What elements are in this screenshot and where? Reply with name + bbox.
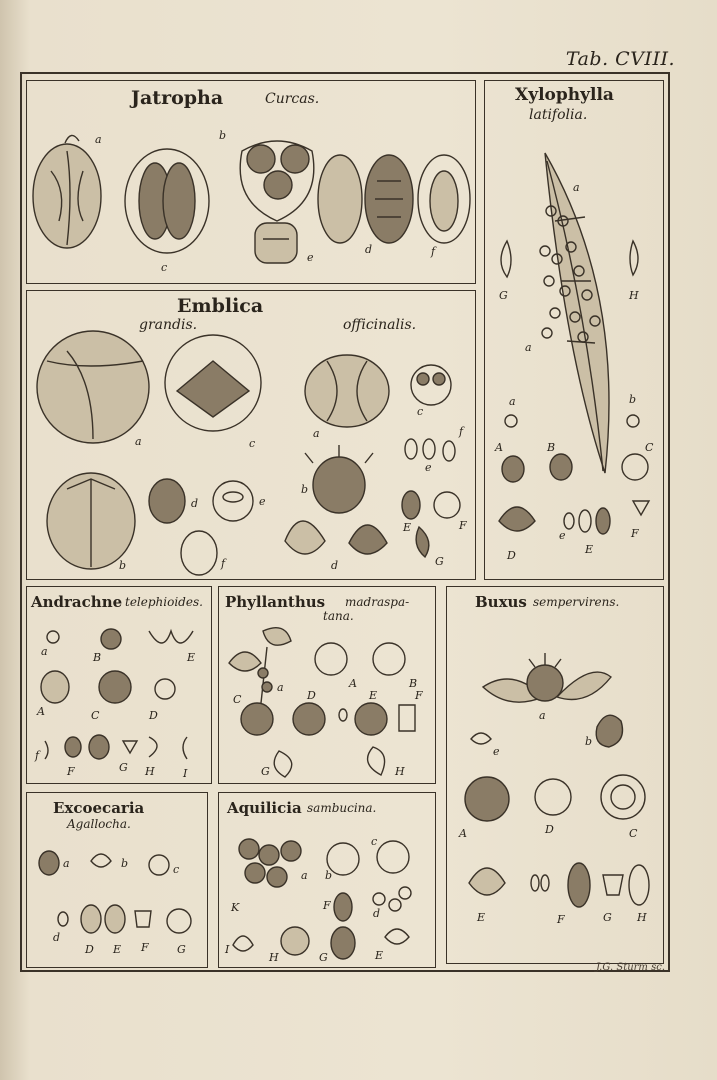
svg-text:I: I bbox=[225, 943, 230, 956]
svg-text:F: F bbox=[459, 519, 467, 532]
svg-text:a: a bbox=[509, 395, 516, 408]
svg-text:A: A bbox=[459, 827, 467, 840]
svg-text:E: E bbox=[585, 543, 594, 556]
svg-text:F: F bbox=[141, 941, 149, 954]
svg-text:b: b bbox=[301, 483, 309, 496]
svg-text:a: a bbox=[63, 857, 70, 870]
svg-text:D: D bbox=[85, 943, 94, 956]
svg-text:b: b bbox=[119, 559, 127, 572]
svg-text:b: b bbox=[629, 393, 637, 406]
svg-text:G: G bbox=[499, 289, 508, 302]
panel-andrachne bbox=[26, 586, 212, 784]
svg-text:D: D bbox=[149, 709, 158, 722]
svg-text:A: A bbox=[37, 705, 45, 718]
phyllanthus-species-b: tana. bbox=[323, 609, 354, 623]
jatropha-species: Curcas. bbox=[265, 91, 320, 107]
andrachne-species: telephioides. bbox=[125, 595, 203, 609]
svg-text:d: d bbox=[365, 243, 373, 256]
svg-text:b: b bbox=[121, 857, 129, 870]
emblica-genus: Emblica bbox=[177, 295, 264, 317]
svg-text:F: F bbox=[67, 765, 75, 778]
excoecaria-species: Agallocha. bbox=[67, 817, 131, 831]
emblica-species-officinalis: officinalis. bbox=[343, 317, 417, 333]
svg-text:a: a bbox=[301, 869, 308, 882]
svg-text:e: e bbox=[425, 461, 432, 474]
svg-text:C: C bbox=[645, 441, 654, 454]
svg-text:b: b bbox=[219, 129, 227, 142]
svg-text:e: e bbox=[559, 529, 566, 542]
phyllanthus-genus: Phyllanthus bbox=[225, 593, 326, 611]
svg-text:F: F bbox=[557, 913, 565, 926]
svg-text:B: B bbox=[547, 441, 556, 454]
phyllanthus-illustration bbox=[219, 587, 433, 781]
svg-text:a: a bbox=[573, 181, 580, 194]
svg-text:d: d bbox=[191, 497, 199, 510]
svg-text:A: A bbox=[349, 677, 357, 690]
svg-text:a: a bbox=[95, 133, 102, 146]
svg-text:C: C bbox=[629, 827, 638, 840]
emblica-species-grandis: grandis. bbox=[139, 317, 198, 333]
svg-text:f: f bbox=[459, 425, 464, 438]
svg-text:b: b bbox=[325, 869, 333, 882]
svg-text:f: f bbox=[35, 749, 40, 762]
svg-text:d: d bbox=[331, 559, 339, 572]
svg-text:c: c bbox=[371, 835, 378, 848]
svg-text:e: e bbox=[493, 745, 500, 758]
andrachne-genus: Andrachne bbox=[31, 593, 123, 611]
svg-text:E: E bbox=[113, 943, 122, 956]
plate-frame bbox=[20, 72, 670, 972]
excoecaria-genus: Excoecaria bbox=[53, 799, 145, 817]
buxus-illustration bbox=[447, 587, 661, 961]
svg-text:B: B bbox=[93, 651, 102, 664]
xylophylla-genus: Xylophylla bbox=[515, 85, 614, 105]
svg-text:D: D bbox=[307, 689, 316, 702]
svg-text:G: G bbox=[119, 761, 128, 774]
svg-text:a: a bbox=[313, 427, 320, 440]
aquilicia-species: sambucina. bbox=[307, 801, 377, 815]
svg-text:D: D bbox=[507, 549, 516, 562]
panel-jatropha bbox=[26, 80, 476, 284]
svg-text:F: F bbox=[415, 689, 423, 702]
svg-text:e: e bbox=[307, 251, 314, 264]
svg-text:E: E bbox=[375, 949, 384, 962]
jatropha-genus: Jatropha bbox=[131, 87, 224, 109]
svg-text:H: H bbox=[395, 765, 405, 778]
panel-aquilicia bbox=[218, 792, 436, 968]
excoecaria-illustration bbox=[27, 793, 205, 965]
svg-text:F: F bbox=[631, 527, 639, 540]
engraver-signature: J.G. Sturm sc. bbox=[595, 962, 665, 973]
svg-text:f: f bbox=[221, 557, 226, 570]
svg-text:C: C bbox=[91, 709, 100, 722]
svg-text:c: c bbox=[249, 437, 256, 450]
jatropha-illustration bbox=[27, 81, 473, 281]
svg-text:K: K bbox=[231, 901, 240, 914]
svg-text:C: C bbox=[233, 693, 242, 706]
xylophylla-illustration bbox=[485, 81, 661, 577]
svg-text:c: c bbox=[161, 261, 168, 274]
buxus-species: sempervirens. bbox=[533, 595, 620, 609]
panel-buxus bbox=[446, 586, 664, 964]
svg-text:a: a bbox=[41, 645, 48, 658]
svg-text:E: E bbox=[369, 689, 378, 702]
panel-xylophylla bbox=[484, 80, 664, 580]
svg-text:E: E bbox=[403, 521, 412, 534]
svg-text:E: E bbox=[187, 651, 196, 664]
buxus-genus: Buxus bbox=[475, 593, 527, 611]
svg-text:A: A bbox=[495, 441, 503, 454]
svg-text:F: F bbox=[323, 899, 331, 912]
svg-text:f: f bbox=[431, 245, 436, 258]
aquilicia-genus: Aquilicia bbox=[227, 799, 302, 817]
svg-text:G: G bbox=[261, 765, 270, 778]
svg-text:d: d bbox=[53, 931, 61, 944]
andrachne-illustration bbox=[27, 587, 209, 781]
svg-text:e: e bbox=[259, 495, 266, 508]
panel-emblica bbox=[26, 290, 476, 580]
svg-text:a: a bbox=[539, 709, 546, 722]
svg-text:H: H bbox=[269, 951, 279, 964]
svg-text:a: a bbox=[135, 435, 142, 448]
svg-text:G: G bbox=[319, 951, 328, 964]
svg-text:c: c bbox=[173, 863, 180, 876]
svg-text:G: G bbox=[177, 943, 186, 956]
svg-text:b: b bbox=[585, 735, 593, 748]
svg-text:c: c bbox=[417, 405, 424, 418]
svg-text:G: G bbox=[435, 555, 444, 568]
emblica-illustration bbox=[27, 291, 473, 577]
svg-text:d: d bbox=[373, 907, 381, 920]
svg-text:a: a bbox=[277, 681, 284, 694]
svg-text:G: G bbox=[603, 911, 612, 924]
aquilicia-illustration bbox=[219, 793, 433, 965]
plate-number: Tab. CVIII. bbox=[565, 48, 675, 70]
svg-text:E: E bbox=[477, 911, 486, 924]
svg-text:H: H bbox=[629, 289, 639, 302]
svg-text:B: B bbox=[409, 677, 418, 690]
svg-text:H: H bbox=[145, 765, 155, 778]
panel-phyllanthus bbox=[218, 586, 436, 784]
xylophylla-species: latifolia. bbox=[529, 107, 588, 123]
svg-text:I: I bbox=[183, 767, 188, 780]
panel-excoecaria bbox=[26, 792, 208, 968]
svg-text:D: D bbox=[545, 823, 554, 836]
svg-text:H: H bbox=[637, 911, 647, 924]
phyllanthus-species-a: madraspa- bbox=[345, 595, 410, 609]
svg-text:a: a bbox=[525, 341, 532, 354]
